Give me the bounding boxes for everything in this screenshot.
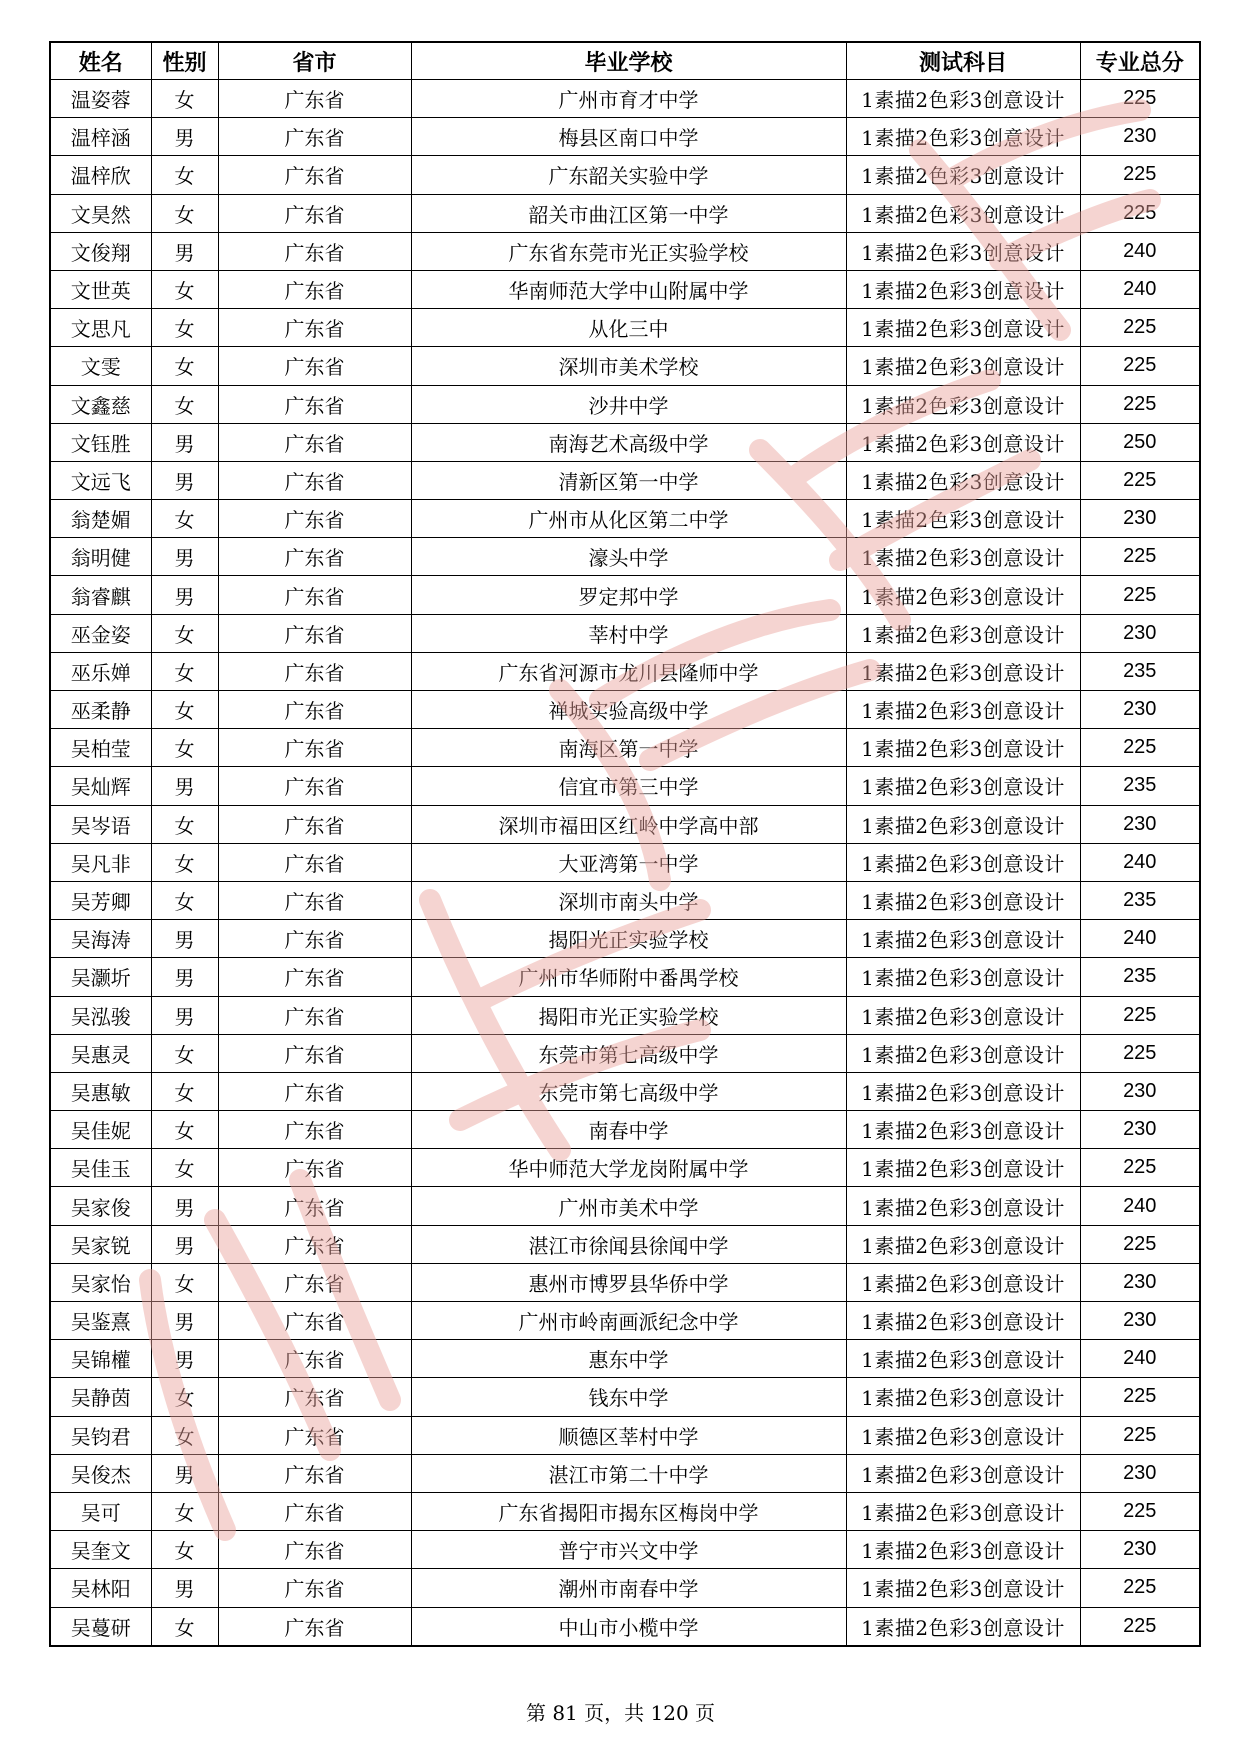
cell-province: 广东省 [218,652,411,690]
cell-province: 广东省 [218,194,411,232]
cell-subject: 1素描2色彩3创意设计 [846,881,1080,919]
cell-gender: 女 [151,1263,218,1301]
cell-name: 吴海涛 [50,920,151,958]
cell-score: 225 [1080,1149,1200,1187]
cell-gender: 男 [151,1454,218,1492]
cell-name: 吴佳妮 [50,1111,151,1149]
cell-subject: 1素描2色彩3创意设计 [846,805,1080,843]
cell-gender: 男 [151,1340,218,1378]
cell-gender: 女 [151,1492,218,1530]
cell-subject: 1素描2色彩3创意设计 [846,1034,1080,1072]
cell-gender: 女 [151,1416,218,1454]
cell-province: 广东省 [218,729,411,767]
table-row [50,423,1200,461]
cell-subject: 1素描2色彩3创意设计 [846,156,1080,194]
cell-score: 235 [1080,652,1200,690]
cell-school: 禅城实验高级中学 [411,691,846,729]
cell-province: 广东省 [218,423,411,461]
cell-score: 235 [1080,767,1200,805]
table-row [50,461,1200,499]
cell-province: 广东省 [218,1607,411,1646]
cell-name: 吴灏圻 [50,958,151,996]
cell-province: 广东省 [218,805,411,843]
table-row [50,1034,1200,1072]
cell-school: 钱东中学 [411,1378,846,1416]
cell-province: 广东省 [218,1378,411,1416]
table-row [50,1111,1200,1149]
cell-province: 广东省 [218,538,411,576]
cell-name: 温梓涵 [50,118,151,156]
cell-subject: 1素描2色彩3创意设计 [846,920,1080,958]
cell-school: 沙井中学 [411,385,846,423]
cell-subject: 1素描2色彩3创意设计 [846,232,1080,270]
table-row [50,1378,1200,1416]
cell-score: 230 [1080,1111,1200,1149]
cell-score: 225 [1080,1416,1200,1454]
cell-school: 广东省揭阳市揭东区梅岗中学 [411,1492,846,1530]
cell-gender: 男 [151,767,218,805]
cell-subject: 1素描2色彩3创意设计 [846,309,1080,347]
cell-school: 广州市美术中学 [411,1187,846,1225]
cell-subject: 1素描2色彩3创意设计 [846,347,1080,385]
cell-school: 南春中学 [411,1111,846,1149]
table-row [50,232,1200,270]
cell-gender: 男 [151,423,218,461]
cell-gender: 男 [151,958,218,996]
cell-subject: 1素描2色彩3创意设计 [846,1416,1080,1454]
table-row [50,996,1200,1034]
cell-province: 广东省 [218,1340,411,1378]
table-row [50,1607,1200,1646]
cell-name: 吴可 [50,1492,151,1530]
cell-subject: 1素描2色彩3创意设计 [846,958,1080,996]
cell-subject: 1素描2色彩3创意设计 [846,1187,1080,1225]
cell-gender: 女 [151,729,218,767]
cell-name: 文世英 [50,270,151,308]
cell-gender: 女 [151,1378,218,1416]
cell-name: 文昊然 [50,194,151,232]
header-name: 姓名 [50,42,151,80]
cell-province: 广东省 [218,1569,411,1607]
cell-school: 潮州市南春中学 [411,1569,846,1607]
cell-score: 230 [1080,691,1200,729]
cell-province: 广东省 [218,1034,411,1072]
cell-score: 240 [1080,1187,1200,1225]
table-row [50,538,1200,576]
cell-gender: 女 [151,1149,218,1187]
cell-subject: 1素描2色彩3创意设计 [846,1111,1080,1149]
cell-name: 吴钧君 [50,1416,151,1454]
cell-province: 广东省 [218,1302,411,1340]
cell-score: 225 [1080,156,1200,194]
table-row [50,805,1200,843]
cell-school: 梅县区南口中学 [411,118,846,156]
cell-school: 深圳市福田区红岭中学高中部 [411,805,846,843]
table-row [50,347,1200,385]
cell-score: 240 [1080,232,1200,270]
cell-name: 吴蔓研 [50,1607,151,1646]
cell-school: 顺德区莘村中学 [411,1416,846,1454]
cell-province: 广东省 [218,1149,411,1187]
cell-subject: 1素描2色彩3创意设计 [846,1531,1080,1569]
cell-school: 广东韶关实验中学 [411,156,846,194]
table-row [50,729,1200,767]
table-row [50,1416,1200,1454]
cell-gender: 女 [151,156,218,194]
cell-school: 惠州市博罗县华侨中学 [411,1263,846,1301]
cell-gender: 女 [151,1072,218,1110]
cell-province: 广东省 [218,1492,411,1530]
cell-gender: 女 [151,843,218,881]
table-body [50,80,1200,1646]
cell-gender: 女 [151,1607,218,1646]
cell-score: 225 [1080,1492,1200,1530]
cell-school: 信宜市第三中学 [411,767,846,805]
cell-score: 225 [1080,1607,1200,1646]
cell-score: 225 [1080,1569,1200,1607]
cell-gender: 女 [151,1034,218,1072]
cell-score: 230 [1080,614,1200,652]
cell-score: 230 [1080,118,1200,156]
cell-school: 东莞市第七高级中学 [411,1034,846,1072]
cell-gender: 女 [151,385,218,423]
cell-score: 225 [1080,194,1200,232]
table-row [50,1569,1200,1607]
cell-gender: 女 [151,270,218,308]
cell-name: 翁睿麒 [50,576,151,614]
table-row [50,309,1200,347]
cell-gender: 男 [151,1569,218,1607]
cell-province: 广东省 [218,1111,411,1149]
cell-name: 吴俊杰 [50,1454,151,1492]
cell-school: 深圳市美术学校 [411,347,846,385]
cell-subject: 1素描2色彩3创意设计 [846,1569,1080,1607]
cell-subject: 1素描2色彩3创意设计 [846,729,1080,767]
cell-school: 大亚湾第一中学 [411,843,846,881]
cell-name: 文钰胜 [50,423,151,461]
cell-province: 广东省 [218,1072,411,1110]
cell-name: 吴家锐 [50,1225,151,1263]
cell-score: 235 [1080,881,1200,919]
cell-province: 广东省 [218,385,411,423]
cell-name: 吴奎文 [50,1531,151,1569]
cell-gender: 男 [151,996,218,1034]
cell-name: 吴锦權 [50,1340,151,1378]
page-number-footer: 第 81 页，共 120 页 [525,1701,716,1725]
cell-score: 235 [1080,958,1200,996]
cell-score: 230 [1080,1454,1200,1492]
cell-subject: 1素描2色彩3创意设计 [846,1454,1080,1492]
cell-school: 濠头中学 [411,538,846,576]
cell-score: 230 [1080,500,1200,538]
cell-score: 230 [1080,1302,1200,1340]
cell-gender: 女 [151,652,218,690]
cell-gender: 女 [151,1111,218,1149]
cell-school: 广州市华师附中番禺学校 [411,958,846,996]
cell-gender: 女 [151,691,218,729]
cell-subject: 1素描2色彩3创意设计 [846,1492,1080,1530]
cell-subject: 1素描2色彩3创意设计 [846,652,1080,690]
cell-province: 广东省 [218,80,411,118]
table-row [50,500,1200,538]
cell-score: 240 [1080,920,1200,958]
table-row [50,881,1200,919]
table-row [50,1149,1200,1187]
cell-subject: 1素描2色彩3创意设计 [846,691,1080,729]
cell-name: 吴柏莹 [50,729,151,767]
header-gender: 性别 [151,42,218,80]
cell-school: 广州市育才中学 [411,80,846,118]
cell-school: 罗定邦中学 [411,576,846,614]
table-row [50,652,1200,690]
cell-subject: 1素描2色彩3创意设计 [846,1149,1080,1187]
cell-school: 从化三中 [411,309,846,347]
cell-name: 文思凡 [50,309,151,347]
cell-name: 吴泓骏 [50,996,151,1034]
cell-province: 广东省 [218,1454,411,1492]
cell-province: 广东省 [218,1416,411,1454]
cell-province: 广东省 [218,614,411,652]
cell-school: 广州市从化区第二中学 [411,500,846,538]
cell-gender: 女 [151,309,218,347]
cell-school: 华南师范大学中山附属中学 [411,270,846,308]
table-row [50,80,1200,118]
cell-province: 广东省 [218,118,411,156]
cell-name: 翁楚媚 [50,500,151,538]
cell-name: 巫金姿 [50,614,151,652]
cell-gender: 女 [151,500,218,538]
cell-gender: 男 [151,920,218,958]
cell-score: 240 [1080,270,1200,308]
header-score: 专业总分 [1080,42,1200,80]
cell-school: 中山市小榄中学 [411,1607,846,1646]
header-subject: 测试科目 [846,42,1080,80]
cell-gender: 男 [151,1225,218,1263]
cell-name: 文俊翔 [50,232,151,270]
cell-province: 广东省 [218,767,411,805]
table-row [50,1225,1200,1263]
header-school: 毕业学校 [411,42,846,80]
cell-province: 广东省 [218,881,411,919]
cell-school: 揭阳光正实验学校 [411,920,846,958]
cell-gender: 女 [151,347,218,385]
cell-subject: 1素描2色彩3创意设计 [846,500,1080,538]
cell-name: 翁明健 [50,538,151,576]
cell-gender: 男 [151,118,218,156]
cell-subject: 1素描2色彩3创意设计 [846,461,1080,499]
cell-score: 230 [1080,1531,1200,1569]
cell-name: 吴灿辉 [50,767,151,805]
cell-school: 深圳市南头中学 [411,881,846,919]
cell-school: 广东省东莞市光正实验学校 [411,232,846,270]
table-row [50,1072,1200,1110]
cell-province: 广东省 [218,309,411,347]
cell-subject: 1素描2色彩3创意设计 [846,614,1080,652]
cell-score: 225 [1080,80,1200,118]
cell-score: 225 [1080,1378,1200,1416]
cell-score: 225 [1080,1225,1200,1263]
table-row [50,614,1200,652]
cell-province: 广东省 [218,1263,411,1301]
cell-name: 吴凡非 [50,843,151,881]
table-row [50,270,1200,308]
cell-subject: 1素描2色彩3创意设计 [846,1607,1080,1646]
cell-name: 吴惠灵 [50,1034,151,1072]
cell-province: 广东省 [218,1187,411,1225]
cell-province: 广东省 [218,1531,411,1569]
cell-score: 225 [1080,309,1200,347]
cell-name: 吴静茵 [50,1378,151,1416]
table-row [50,1340,1200,1378]
cell-gender: 男 [151,461,218,499]
table-row [50,691,1200,729]
cell-score: 225 [1080,729,1200,767]
cell-school: 普宁市兴文中学 [411,1531,846,1569]
cell-gender: 女 [151,1531,218,1569]
cell-school: 湛江市第二十中学 [411,1454,846,1492]
cell-score: 240 [1080,1340,1200,1378]
cell-score: 230 [1080,1263,1200,1301]
cell-province: 广东省 [218,920,411,958]
cell-subject: 1素描2色彩3创意设计 [846,80,1080,118]
cell-score: 230 [1080,1072,1200,1110]
cell-province: 广东省 [218,232,411,270]
cell-school: 南海艺术高级中学 [411,423,846,461]
header-province: 省市 [218,42,411,80]
cell-gender: 男 [151,576,218,614]
cell-school: 广东省河源市龙川县隆师中学 [411,652,846,690]
cell-school: 揭阳市光正实验学校 [411,996,846,1034]
cell-score: 230 [1080,805,1200,843]
cell-province: 广东省 [218,500,411,538]
cell-school: 清新区第一中学 [411,461,846,499]
cell-subject: 1素描2色彩3创意设计 [846,1225,1080,1263]
cell-score: 225 [1080,385,1200,423]
cell-name: 吴林阳 [50,1569,151,1607]
table-row [50,576,1200,614]
cell-subject: 1素描2色彩3创意设计 [846,423,1080,461]
cell-school: 东莞市第七高级中学 [411,1072,846,1110]
cell-subject: 1素描2色彩3创意设计 [846,1263,1080,1301]
cell-subject: 1素描2色彩3创意设计 [846,767,1080,805]
cell-gender: 女 [151,194,218,232]
table-row [50,1302,1200,1340]
cell-school: 惠东中学 [411,1340,846,1378]
cell-score: 250 [1080,423,1200,461]
table-row [50,1187,1200,1225]
header-row [50,42,1200,80]
cell-subject: 1素描2色彩3创意设计 [846,118,1080,156]
cell-province: 广东省 [218,843,411,881]
cell-name: 巫乐婵 [50,652,151,690]
cell-subject: 1素描2色彩3创意设计 [846,843,1080,881]
cell-gender: 男 [151,538,218,576]
cell-name: 吴佳玉 [50,1149,151,1187]
cell-gender: 女 [151,881,218,919]
table-row [50,843,1200,881]
cell-name: 吴家俊 [50,1187,151,1225]
cell-subject: 1素描2色彩3创意设计 [846,1340,1080,1378]
cell-score: 240 [1080,843,1200,881]
table-row [50,194,1200,232]
cell-province: 广东省 [218,1225,411,1263]
cell-name: 吴岑语 [50,805,151,843]
cell-gender: 男 [151,1187,218,1225]
cell-name: 巫柔静 [50,691,151,729]
cell-name: 吴惠敏 [50,1072,151,1110]
cell-province: 广东省 [218,347,411,385]
table-row [50,1531,1200,1569]
cell-subject: 1素描2色彩3创意设计 [846,996,1080,1034]
cell-province: 广东省 [218,576,411,614]
results-table [49,41,1201,1647]
cell-name: 温姿蓉 [50,80,151,118]
cell-name: 文远飞 [50,461,151,499]
cell-subject: 1素描2色彩3创意设计 [846,270,1080,308]
cell-province: 广东省 [218,461,411,499]
cell-score: 225 [1080,538,1200,576]
cell-score: 225 [1080,996,1200,1034]
cell-name: 文雯 [50,347,151,385]
cell-name: 温梓欣 [50,156,151,194]
cell-school: 南海区第一中学 [411,729,846,767]
cell-gender: 女 [151,614,218,652]
cell-score: 225 [1080,576,1200,614]
cell-province: 广东省 [218,996,411,1034]
cell-school: 韶关市曲江区第一中学 [411,194,846,232]
cell-gender: 男 [151,232,218,270]
cell-province: 广东省 [218,958,411,996]
table-row [50,767,1200,805]
cell-school: 华中师范大学龙岗附属中学 [411,1149,846,1187]
cell-name: 吴鉴熹 [50,1302,151,1340]
table-row [50,1492,1200,1530]
cell-province: 广东省 [218,691,411,729]
table-row [50,958,1200,996]
table-row [50,1263,1200,1301]
cell-name: 吴芳卿 [50,881,151,919]
cell-subject: 1素描2色彩3创意设计 [846,1378,1080,1416]
cell-gender: 女 [151,80,218,118]
table-row [50,1454,1200,1492]
cell-subject: 1素描2色彩3创意设计 [846,194,1080,232]
table-row [50,156,1200,194]
cell-province: 广东省 [218,156,411,194]
cell-gender: 女 [151,805,218,843]
cell-subject: 1素描2色彩3创意设计 [846,385,1080,423]
cell-name: 文鑫慈 [50,385,151,423]
table-row [50,118,1200,156]
cell-score: 225 [1080,1034,1200,1072]
cell-subject: 1素描2色彩3创意设计 [846,576,1080,614]
cell-school: 湛江市徐闻县徐闻中学 [411,1225,846,1263]
cell-name: 吴家怡 [50,1263,151,1301]
cell-school: 莘村中学 [411,614,846,652]
table-row [50,385,1200,423]
cell-score: 225 [1080,461,1200,499]
table-row [50,920,1200,958]
cell-school: 广州市岭南画派纪念中学 [411,1302,846,1340]
cell-subject: 1素描2色彩3创意设计 [846,1072,1080,1110]
table-header [50,42,1200,80]
cell-subject: 1素描2色彩3创意设计 [846,1302,1080,1340]
cell-province: 广东省 [218,270,411,308]
cell-subject: 1素描2色彩3创意设计 [846,538,1080,576]
cell-score: 225 [1080,347,1200,385]
cell-gender: 男 [151,1302,218,1340]
